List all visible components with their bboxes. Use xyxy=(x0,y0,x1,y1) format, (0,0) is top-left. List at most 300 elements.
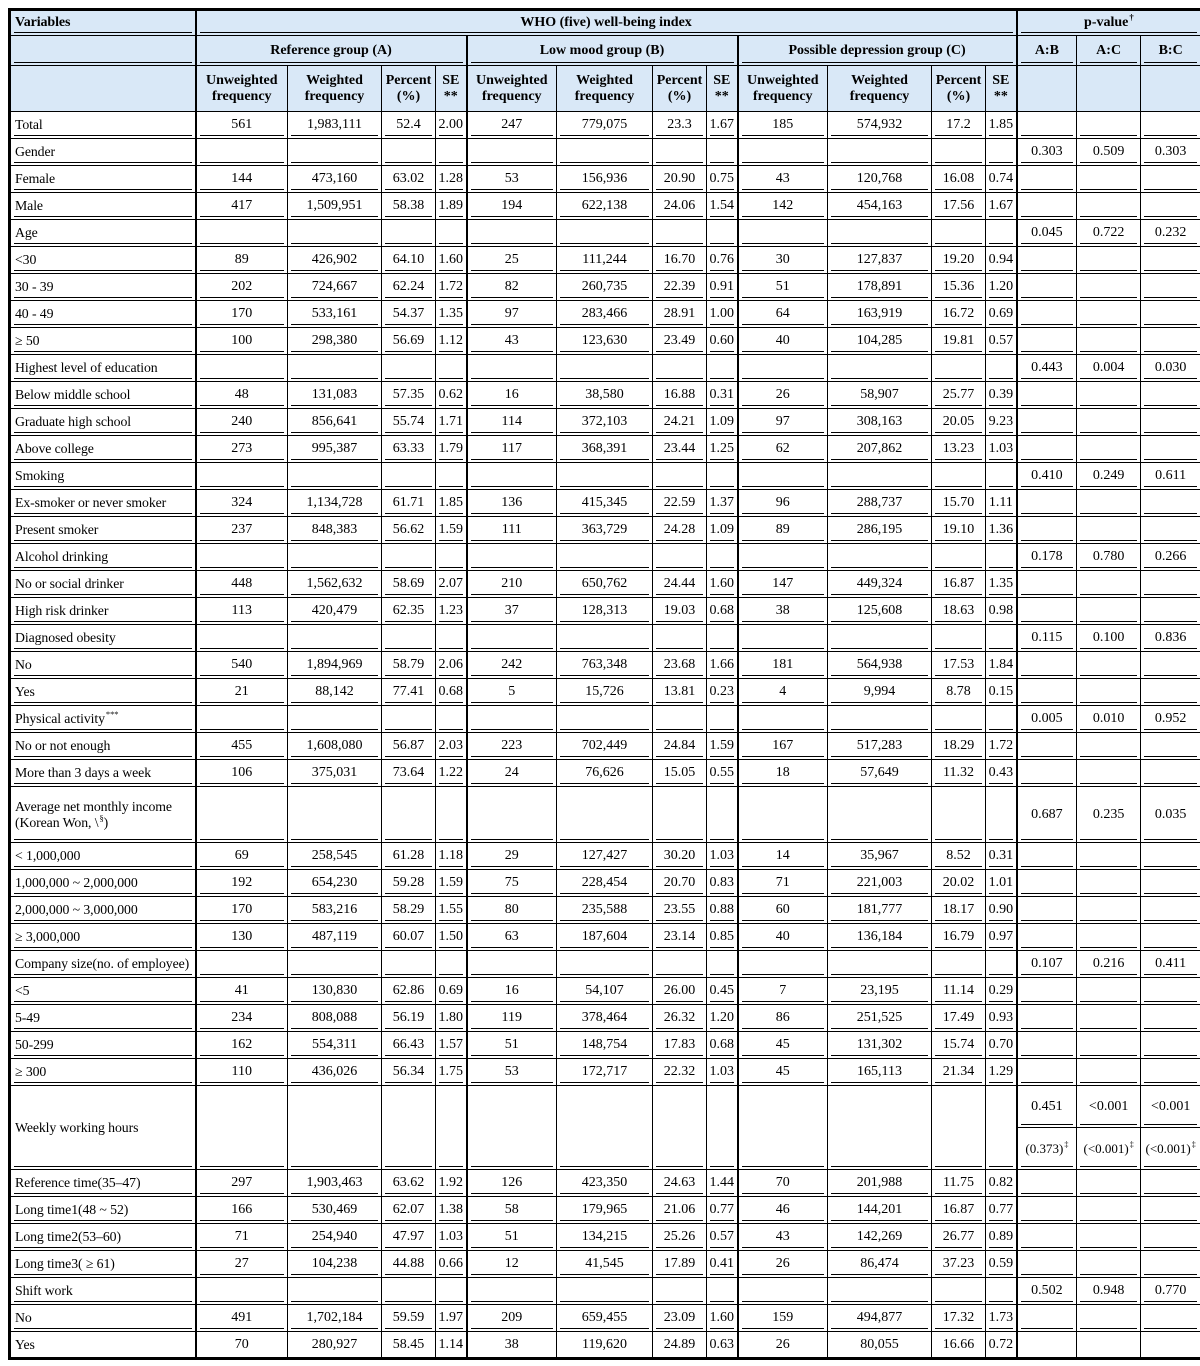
cell: 178,891 xyxy=(828,274,932,301)
cell: 23.44 xyxy=(653,436,707,463)
cell: 1.73 xyxy=(986,1305,1017,1332)
p-value-cell xyxy=(1017,517,1077,544)
cell xyxy=(828,706,932,733)
cell: 166 xyxy=(196,1197,288,1224)
cell: 1.66 xyxy=(707,652,738,679)
cell: 23.14 xyxy=(653,924,707,951)
cell: 1.00 xyxy=(707,301,738,328)
cell: 16 xyxy=(467,978,557,1005)
cell: 56.19 xyxy=(382,1005,436,1032)
cell xyxy=(707,706,738,733)
cell: 71 xyxy=(196,1224,288,1251)
weekly-hours-row xyxy=(10,1086,1200,1128)
cell: 17.53 xyxy=(932,652,986,679)
cell: 20.02 xyxy=(932,870,986,897)
metric-header: Percent (%) xyxy=(653,66,707,112)
cell xyxy=(707,355,738,382)
cell: 1.11 xyxy=(986,490,1017,517)
cell: 1.35 xyxy=(436,301,467,328)
cell: 0.68 xyxy=(436,679,467,706)
cell: 70 xyxy=(738,1170,828,1197)
cell: 372,103 xyxy=(557,409,653,436)
cell xyxy=(932,355,986,382)
cell: 80 xyxy=(467,897,557,924)
data-row xyxy=(10,1305,1200,1332)
cell xyxy=(707,220,738,247)
p-value-cell xyxy=(1017,733,1077,760)
p-value-cell xyxy=(1017,843,1077,870)
cell xyxy=(196,951,288,978)
section-row xyxy=(10,787,1200,843)
p-value-cell xyxy=(1077,517,1141,544)
cell: 1.50 xyxy=(436,924,467,951)
p-value-cell xyxy=(1077,1059,1141,1086)
cell: 324 xyxy=(196,490,288,517)
cell xyxy=(986,625,1017,652)
cell: 0.85 xyxy=(707,924,738,951)
cell: 86,474 xyxy=(828,1251,932,1278)
cell: 0.68 xyxy=(707,1032,738,1059)
cell xyxy=(738,787,828,843)
cell: 15,726 xyxy=(557,679,653,706)
cell xyxy=(707,625,738,652)
p-value-cell: <0.001 xyxy=(1141,1086,1200,1128)
cell: 0.57 xyxy=(986,328,1017,355)
cell: 473,160 xyxy=(288,166,382,193)
cell: 96 xyxy=(738,490,828,517)
cell: 60 xyxy=(738,897,828,924)
cell: 1.18 xyxy=(436,843,467,870)
cell: 53 xyxy=(467,166,557,193)
cell: 207,862 xyxy=(828,436,932,463)
cell: 20.70 xyxy=(653,870,707,897)
p-value-cell xyxy=(1017,247,1077,274)
p-value-cell: 0.780 xyxy=(1077,544,1141,571)
cell: 1.20 xyxy=(707,1005,738,1032)
p-value-cell: 0.303 xyxy=(1017,139,1077,166)
cell: 308,163 xyxy=(828,409,932,436)
cell: 30.20 xyxy=(653,843,707,870)
cell: 417 xyxy=(196,193,288,220)
group-a-header: Reference group (A) xyxy=(196,36,467,66)
cell: 298,380 xyxy=(288,328,382,355)
cell xyxy=(738,544,828,571)
data-row xyxy=(10,517,1200,544)
cell: 63.62 xyxy=(382,1170,436,1197)
cell: 134,215 xyxy=(557,1224,653,1251)
p-value-cell: 0.235 xyxy=(1077,787,1141,843)
row-label: Below middle school xyxy=(10,382,196,409)
cell: 11.32 xyxy=(932,760,986,787)
row-label: Long time1(48 ~ 52) xyxy=(10,1197,196,1224)
pvalue-col-bc: B:C xyxy=(1141,36,1200,66)
cell xyxy=(738,220,828,247)
cell xyxy=(467,463,557,490)
cell: 448 xyxy=(196,571,288,598)
cell: 44.88 xyxy=(382,1251,436,1278)
cell: 53 xyxy=(467,1059,557,1086)
cell: 17.89 xyxy=(653,1251,707,1278)
cell xyxy=(196,1278,288,1305)
row-label: Male xyxy=(10,193,196,220)
cell: 808,088 xyxy=(288,1005,382,1032)
cell: 454,163 xyxy=(828,193,932,220)
cell: 1.54 xyxy=(707,193,738,220)
cell: 63.33 xyxy=(382,436,436,463)
cell: 0.31 xyxy=(707,382,738,409)
row-label: < 1,000,000 xyxy=(10,843,196,870)
group-b-header: Low mood group (B) xyxy=(467,36,738,66)
cell: 43 xyxy=(738,166,828,193)
cell: 8.52 xyxy=(932,843,986,870)
cell xyxy=(828,220,932,247)
cell xyxy=(828,544,932,571)
cell xyxy=(382,220,436,247)
cell: 221,003 xyxy=(828,870,932,897)
cell: 240 xyxy=(196,409,288,436)
cell: 2.06 xyxy=(436,652,467,679)
cell: 131,302 xyxy=(828,1032,932,1059)
cell: 62.24 xyxy=(382,274,436,301)
data-row xyxy=(10,598,1200,625)
p-value-cell xyxy=(1077,924,1141,951)
cell xyxy=(738,625,828,652)
cell xyxy=(986,1086,1017,1170)
data-row xyxy=(10,1170,1200,1197)
p-value-cell xyxy=(1077,274,1141,301)
cell: 54.37 xyxy=(382,301,436,328)
cell xyxy=(557,1086,653,1170)
cell: 16.87 xyxy=(932,1197,986,1224)
section-label: Alcohol drinking xyxy=(10,544,196,571)
section-row xyxy=(10,951,1200,978)
cell: 131,083 xyxy=(288,382,382,409)
cell: 26.77 xyxy=(932,1224,986,1251)
cell: 58.29 xyxy=(382,897,436,924)
cell xyxy=(436,787,467,843)
cell: 181,777 xyxy=(828,897,932,924)
cell: 17.56 xyxy=(932,193,986,220)
cell: 280,927 xyxy=(288,1332,382,1359)
cell: 127,837 xyxy=(828,247,932,274)
cell xyxy=(738,1086,828,1170)
data-row xyxy=(10,571,1200,598)
row-label: <30 xyxy=(10,247,196,274)
cell: 654,230 xyxy=(288,870,382,897)
cell: 0.55 xyxy=(707,760,738,787)
p-value-cell xyxy=(1077,679,1141,706)
section-label: Smoking xyxy=(10,463,196,490)
cell: 1.22 xyxy=(436,760,467,787)
cell xyxy=(288,1278,382,1305)
row-label: No or not enough xyxy=(10,733,196,760)
p-value-cell: 0.004 xyxy=(1077,355,1141,382)
data-row xyxy=(10,1032,1200,1059)
cell: 1.84 xyxy=(986,652,1017,679)
p-value-cell: 0.411 xyxy=(1141,951,1200,978)
cell: 258,545 xyxy=(288,843,382,870)
cell xyxy=(707,463,738,490)
cell: 156,936 xyxy=(557,166,653,193)
cell xyxy=(738,355,828,382)
cell: 38 xyxy=(467,1332,557,1359)
cell: 41 xyxy=(196,978,288,1005)
cell xyxy=(653,544,707,571)
cell: 23.55 xyxy=(653,897,707,924)
data-row xyxy=(10,247,1200,274)
row-label: No xyxy=(10,1305,196,1332)
row-label: Yes xyxy=(10,679,196,706)
cell: 71 xyxy=(738,870,828,897)
p-value-cell xyxy=(1017,274,1077,301)
cell xyxy=(288,787,382,843)
cell: 43 xyxy=(467,328,557,355)
cell: 106 xyxy=(196,760,288,787)
cell: 104,285 xyxy=(828,328,932,355)
cell: 97 xyxy=(738,409,828,436)
section-label: Highest level of education xyxy=(10,355,196,382)
cell xyxy=(196,625,288,652)
cell: 59.28 xyxy=(382,870,436,897)
cell: 46 xyxy=(738,1197,828,1224)
cell: 16.87 xyxy=(932,571,986,598)
row-label: ≥ 50 xyxy=(10,328,196,355)
cell: 16.72 xyxy=(932,301,986,328)
cell: 17.32 xyxy=(932,1305,986,1332)
cell: 8.78 xyxy=(932,679,986,706)
cell: 56.62 xyxy=(382,517,436,544)
cell: 52.4 xyxy=(382,112,436,139)
cell: 1.25 xyxy=(707,436,738,463)
p-value-cell xyxy=(1141,247,1200,274)
p-value-cell xyxy=(1077,409,1141,436)
cell: 1.59 xyxy=(707,733,738,760)
cell: 38,580 xyxy=(557,382,653,409)
cell: 165,113 xyxy=(828,1059,932,1086)
cell: 76,626 xyxy=(557,760,653,787)
p-value-cell xyxy=(1077,598,1141,625)
cell xyxy=(288,951,382,978)
section-row xyxy=(10,220,1200,247)
cell: 9,994 xyxy=(828,679,932,706)
metric-header: Unweighted frequency xyxy=(467,66,557,112)
cell: 16.88 xyxy=(653,382,707,409)
cell: 13.23 xyxy=(932,436,986,463)
pvalue-header-label: p-value xyxy=(1084,15,1129,30)
cell: 423,350 xyxy=(557,1170,653,1197)
cell: 56.34 xyxy=(382,1059,436,1086)
metric-header: Percent (%) xyxy=(932,66,986,112)
cell: 0.62 xyxy=(436,382,467,409)
cell: 1,903,463 xyxy=(288,1170,382,1197)
p-value-cell xyxy=(1017,1251,1077,1278)
cell xyxy=(828,463,932,490)
cell: 162 xyxy=(196,1032,288,1059)
row-label: Above college xyxy=(10,436,196,463)
cell: 202 xyxy=(196,274,288,301)
cell: 64 xyxy=(738,301,828,328)
p-value-cell xyxy=(1141,733,1200,760)
cell: 181 xyxy=(738,652,828,679)
cell: 172,717 xyxy=(557,1059,653,1086)
cell: 228,454 xyxy=(557,870,653,897)
p-value-cell xyxy=(1141,301,1200,328)
p-value-cell xyxy=(1017,1005,1077,1032)
cell: 0.90 xyxy=(986,897,1017,924)
cell xyxy=(467,1278,557,1305)
cell: 7 xyxy=(738,978,828,1005)
cell: 144,201 xyxy=(828,1197,932,1224)
row-label: More than 3 days a week xyxy=(10,760,196,787)
section-row xyxy=(10,544,1200,571)
cell: 234 xyxy=(196,1005,288,1032)
cell: 136,184 xyxy=(828,924,932,951)
cell xyxy=(738,139,828,166)
cell: 23.68 xyxy=(653,652,707,679)
cell: 436,026 xyxy=(288,1059,382,1086)
cell: 24.84 xyxy=(653,733,707,760)
cell: 1.09 xyxy=(707,409,738,436)
cell xyxy=(467,1086,557,1170)
cell: 163,919 xyxy=(828,301,932,328)
cell: 2.07 xyxy=(436,571,467,598)
cell: 56.87 xyxy=(382,733,436,760)
cell: 2.00 xyxy=(436,112,467,139)
p-value-cell: 0.266 xyxy=(1141,544,1200,571)
cell: 58 xyxy=(467,1197,557,1224)
who-index-header: WHO (five) well-being index xyxy=(196,10,1017,36)
p-value-cell: 0.611 xyxy=(1141,463,1200,490)
cell: 136 xyxy=(467,490,557,517)
metric-header: SE ** xyxy=(436,66,467,112)
cell xyxy=(557,139,653,166)
cell: 0.83 xyxy=(707,870,738,897)
cell: 1.89 xyxy=(436,193,467,220)
p-value-cell xyxy=(1141,1059,1200,1086)
cell: 1.59 xyxy=(436,517,467,544)
cell xyxy=(828,787,932,843)
cell xyxy=(932,1278,986,1305)
cell: 24.63 xyxy=(653,1170,707,1197)
cell: 113 xyxy=(196,598,288,625)
cell xyxy=(196,463,288,490)
cell: 1.72 xyxy=(436,274,467,301)
p-value-cell xyxy=(1141,112,1200,139)
data-row xyxy=(10,679,1200,706)
cell xyxy=(653,706,707,733)
cell: 561 xyxy=(196,112,288,139)
p-value-cell: (<0.001)‡ xyxy=(1141,1128,1200,1170)
cell: 1.23 xyxy=(436,598,467,625)
cell: 1.92 xyxy=(436,1170,467,1197)
p-value-cell xyxy=(1141,166,1200,193)
cell: 622,138 xyxy=(557,193,653,220)
cell: 1.55 xyxy=(436,897,467,924)
row-label: Long time2(53–60) xyxy=(10,1224,196,1251)
p-value-cell xyxy=(1017,409,1077,436)
cell xyxy=(707,787,738,843)
row-label: Weekly working hours xyxy=(10,1086,196,1170)
cell xyxy=(436,139,467,166)
cell: 494,877 xyxy=(828,1305,932,1332)
cell: 26 xyxy=(738,1251,828,1278)
cell xyxy=(436,625,467,652)
cell: 100 xyxy=(196,328,288,355)
cell: 57,649 xyxy=(828,760,932,787)
p-value-cell: 0.005 xyxy=(1017,706,1077,733)
cell: 0.68 xyxy=(707,598,738,625)
cell: 1.14 xyxy=(436,1332,467,1359)
p-value-cell xyxy=(1017,490,1077,517)
p-value-cell xyxy=(1141,760,1200,787)
cell: 61.28 xyxy=(382,843,436,870)
cell: 583,216 xyxy=(288,897,382,924)
cell: 41,545 xyxy=(557,1251,653,1278)
cell: 19.20 xyxy=(932,247,986,274)
cell: 848,383 xyxy=(288,517,382,544)
p-value-cell xyxy=(1017,571,1077,598)
cell xyxy=(986,463,1017,490)
cell: 22.32 xyxy=(653,1059,707,1086)
cell: 0.66 xyxy=(436,1251,467,1278)
cell: 18.29 xyxy=(932,733,986,760)
cell: 0.31 xyxy=(986,843,1017,870)
variables-header: Variables xyxy=(10,10,196,36)
row-label: Female xyxy=(10,166,196,193)
metric-header: Unweighted frequency xyxy=(738,66,828,112)
cell: 1.38 xyxy=(436,1197,467,1224)
cell xyxy=(986,1278,1017,1305)
cell xyxy=(707,1278,738,1305)
cell xyxy=(653,1086,707,1170)
cell: 38 xyxy=(738,598,828,625)
cell: 63.02 xyxy=(382,166,436,193)
p-value-cell xyxy=(1077,870,1141,897)
p-value-cell xyxy=(1077,1332,1141,1359)
cell: 856,641 xyxy=(288,409,382,436)
section-label: Age xyxy=(10,220,196,247)
p-value-cell xyxy=(1077,1005,1141,1032)
cell xyxy=(467,706,557,733)
p-value-cell xyxy=(1141,571,1200,598)
cell: 127,427 xyxy=(557,843,653,870)
cell xyxy=(196,787,288,843)
row-label: 5-49 xyxy=(10,1005,196,1032)
cell xyxy=(288,1086,382,1170)
cell: 64.10 xyxy=(382,247,436,274)
p-value-cell xyxy=(1141,1005,1200,1032)
cell: 0.59 xyxy=(986,1251,1017,1278)
cell: 19.03 xyxy=(653,598,707,625)
data-row xyxy=(10,409,1200,436)
cell xyxy=(557,463,653,490)
cell xyxy=(986,355,1017,382)
data-row xyxy=(10,978,1200,1005)
cell: 449,324 xyxy=(828,571,932,598)
cell xyxy=(288,139,382,166)
cell: 80,055 xyxy=(828,1332,932,1359)
cell xyxy=(932,139,986,166)
cell: 702,449 xyxy=(557,733,653,760)
cell: 0.94 xyxy=(986,247,1017,274)
data-row xyxy=(10,166,1200,193)
row-label: <5 xyxy=(10,978,196,1005)
cell: 179,965 xyxy=(557,1197,653,1224)
section-label: Average net monthly income (Korean Won, \§) xyxy=(10,787,196,843)
section-row xyxy=(10,355,1200,382)
p-value-cell: 0.948 xyxy=(1077,1278,1141,1305)
cell: 283,466 xyxy=(557,301,653,328)
